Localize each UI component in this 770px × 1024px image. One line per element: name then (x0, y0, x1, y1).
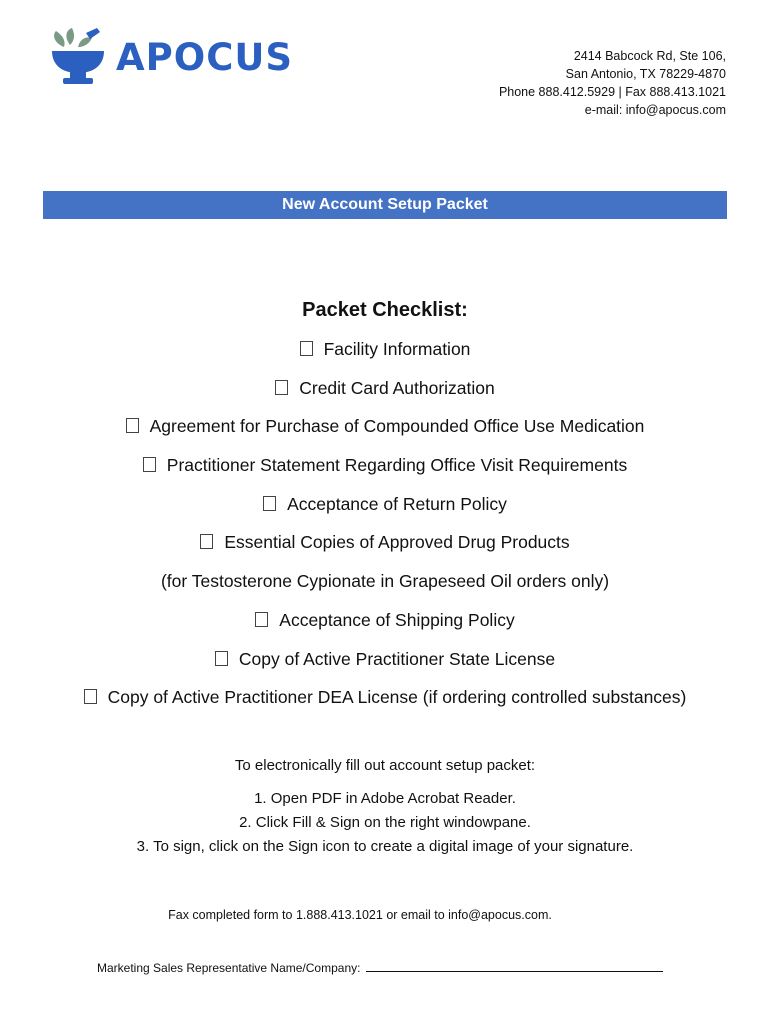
checklist-item-label: Acceptance of Return Policy (287, 493, 507, 514)
checklist-item-label: Essential Copies of Approved Drug Products (224, 532, 570, 553)
fill-instructions (0, 754, 770, 859)
checkbox[interactable] (143, 457, 156, 472)
mortar-and-pestle-logo-icon (50, 27, 106, 87)
sales-rep-label: Marketing Sales Representative Name/Company: (97, 961, 361, 975)
address-line: 2414 Babcock Rd, Ste 106, (573, 49, 726, 63)
checkbox[interactable] (215, 651, 228, 666)
checklist-item-label: Facility Information (323, 339, 471, 359)
instruction-step: 3. To sign, click on the Sign icon to create a digital image of your signature. (136, 838, 634, 855)
checklist-item[interactable] (0, 369, 770, 408)
checklist-item[interactable] (0, 407, 770, 446)
instructions-steps (0, 787, 770, 859)
company-address (499, 47, 726, 119)
instruction-step: 1. Open PDF in Adobe Acrobat Reader. (254, 790, 516, 807)
checkbox[interactable] (275, 380, 288, 395)
instruction-step: 2. Click Fill & Sign on the right windowpane. (239, 814, 531, 831)
contact-phone-fax: Phone 888.412.5929 | Fax 888.413.1021 (498, 85, 726, 99)
checklist-item[interactable] (0, 523, 770, 562)
checklist-item-label: Copy of Active Practitioner DEA License (if ordering controlled substances) (107, 687, 687, 708)
title-banner: New Account Setup Packet (43, 191, 727, 219)
checklist-item-label: Agreement for Purchase of Compounded Office Use Medication (149, 416, 645, 437)
address-line: San Antonio, TX 78229-4870 (565, 67, 726, 81)
checkbox[interactable] (255, 612, 268, 627)
checklist-item[interactable] (0, 640, 770, 679)
fax-note: Fax completed form to 1.888.413.1021 or email to info@apocus.com. (168, 908, 552, 922)
logo-wordmark: APOCUS (116, 35, 294, 79)
checklist-item[interactable] (0, 446, 770, 485)
contact-email: e-mail: info@apocus.com (584, 103, 726, 117)
sales-rep-field (97, 960, 663, 975)
checklist-item[interactable] (0, 485, 770, 524)
instructions-intro: To electronically fill out account setup packet: (234, 757, 536, 774)
checklist-item-note (0, 562, 770, 601)
checklist-item-label: Credit Card Authorization (299, 377, 495, 398)
checklist-item[interactable] (0, 601, 770, 640)
checklist-item[interactable] (0, 678, 770, 717)
packet-checklist (0, 292, 770, 717)
checklist-item-label: Copy of Active Practitioner State License (238, 648, 556, 669)
checklist-item[interactable] (0, 330, 770, 369)
checkbox[interactable] (126, 418, 139, 433)
checkbox[interactable] (300, 341, 313, 356)
sales-rep-input-line[interactable] (366, 960, 663, 972)
checklist-item-label: Acceptance of Shipping Policy (279, 609, 515, 630)
checkbox[interactable] (263, 496, 276, 511)
checkbox[interactable] (200, 534, 213, 549)
apocus-logo (50, 26, 293, 88)
checklist-title: Packet Checklist: (302, 299, 468, 321)
checkbox[interactable] (84, 689, 97, 704)
checklist-item-label: (for Testosterone Cypionate in Grapeseed Oil orders only) (160, 571, 610, 592)
checklist-item-label: Practitioner Statement Regarding Office Visit Requirements (166, 455, 628, 476)
